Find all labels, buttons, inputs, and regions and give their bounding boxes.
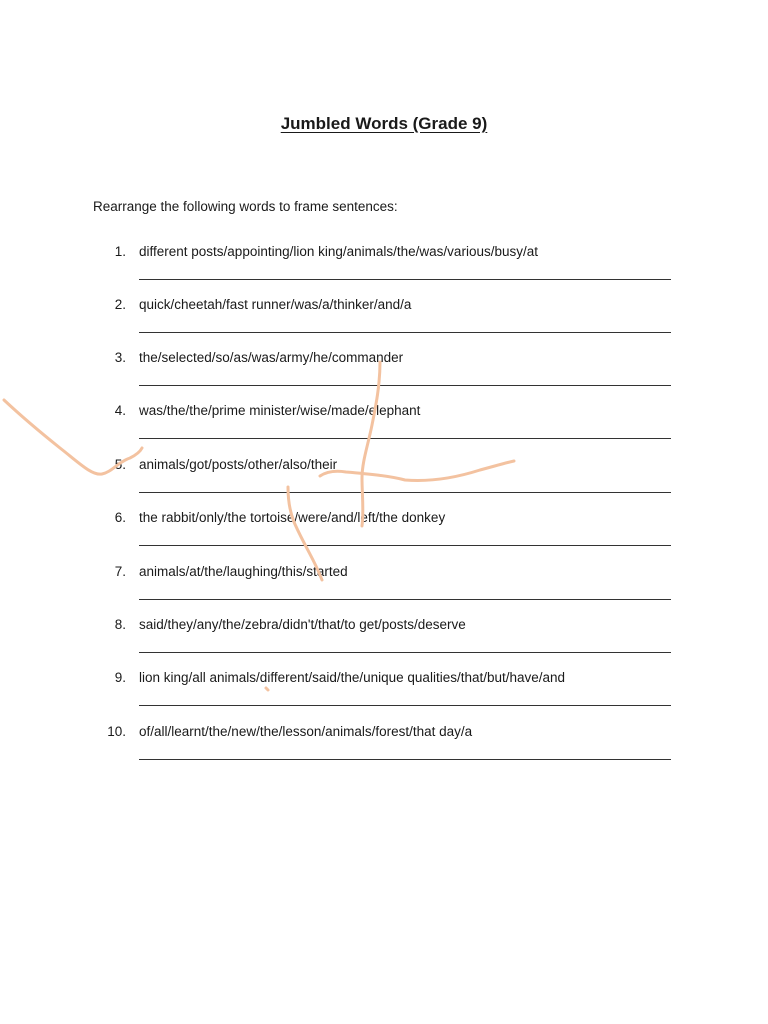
jumbled-words: animals/got/posts/other/also/their — [139, 457, 338, 472]
instructions-text: Rearrange the following words to frame sentences: — [93, 199, 398, 214]
jumbled-words: the rabbit/only/the tortoise/were/and/left/the donkey — [139, 510, 446, 525]
answer-line[interactable] — [139, 599, 671, 600]
question-item — [0, 350, 768, 402]
answer-line[interactable] — [139, 279, 671, 280]
question-number: 1. — [114, 244, 126, 259]
question-item — [0, 297, 768, 349]
question-number: 7. — [114, 564, 126, 579]
answer-line[interactable] — [139, 332, 671, 333]
answer-line[interactable] — [139, 652, 671, 653]
answer-line[interactable] — [139, 545, 671, 546]
answer-line[interactable] — [139, 705, 671, 706]
worksheet-title: Jumbled Words (Grade 9) — [280, 114, 488, 133]
question-item — [0, 617, 768, 669]
question-number: 8. — [114, 617, 126, 632]
answer-line[interactable] — [139, 438, 671, 439]
question-item — [0, 244, 768, 296]
answer-line[interactable] — [139, 759, 671, 760]
jumbled-words: was/the/the/prime minister/wise/made/elephant — [139, 403, 421, 418]
jumbled-words: animals/at/the/laughing/this/started — [139, 564, 348, 579]
question-item — [0, 724, 768, 776]
question-item — [0, 510, 768, 562]
question-item — [0, 403, 768, 455]
question-item — [0, 457, 768, 509]
question-number: 9. — [114, 670, 126, 685]
question-number: 2. — [114, 297, 126, 312]
question-number: 6. — [114, 510, 126, 525]
question-item — [0, 670, 768, 722]
question-number: 5. — [114, 457, 126, 472]
jumbled-words: different posts/appointing/lion king/animals/the/was/various/busy/at — [139, 244, 538, 259]
jumbled-words: lion king/all animals/different/said/the/unique qualities/that/but/have/and — [139, 670, 566, 685]
jumbled-words: of/all/learnt/the/new/the/lesson/animals/forest/that day/a — [139, 724, 473, 739]
question-number: 4. — [114, 403, 126, 418]
answer-line[interactable] — [139, 385, 671, 386]
answer-line[interactable] — [139, 492, 671, 493]
jumbled-words: said/they/any/the/zebra/didn't/that/to get/posts/deserve — [139, 617, 466, 632]
jumbled-words: quick/cheetah/fast runner/was/a/thinker/and/a — [139, 297, 412, 312]
question-item — [0, 564, 768, 616]
question-number: 3. — [114, 350, 126, 365]
jumbled-words: the/selected/so/as/was/army/he/commander — [139, 350, 404, 365]
question-number: 10. — [107, 724, 126, 739]
